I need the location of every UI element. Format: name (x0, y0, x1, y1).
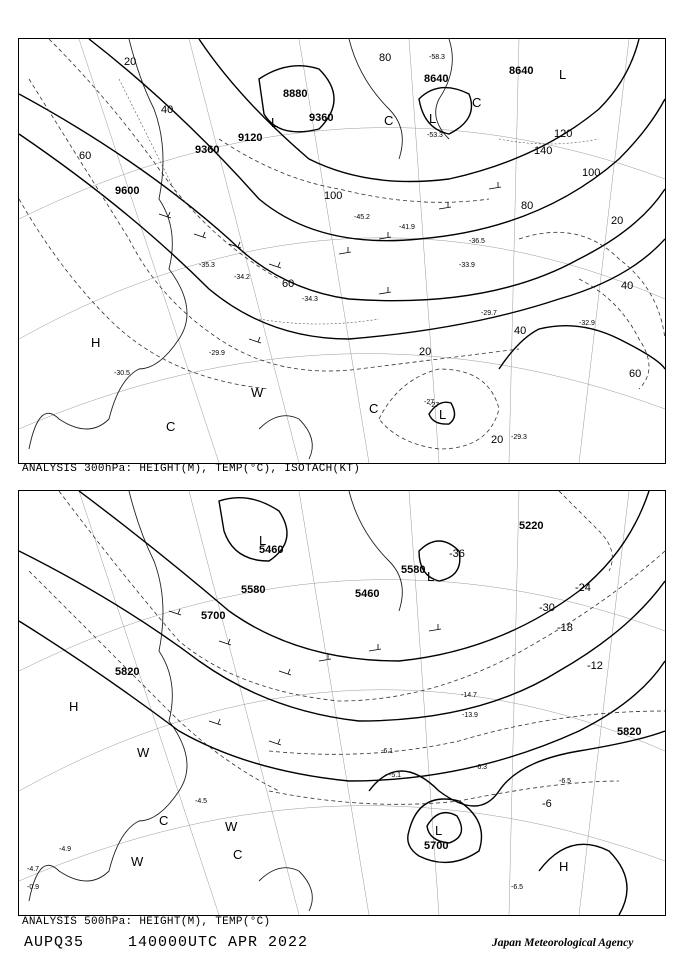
wind-barbs (169, 609, 441, 745)
height-label: 9360 (309, 112, 334, 124)
isotach-label: 120 (554, 128, 573, 140)
temperature-label: -14.7 (461, 692, 477, 699)
temperature-label: -5.1 (389, 772, 402, 779)
temperature-label: -32.9 (579, 320, 595, 327)
temperature-label: -24 (575, 582, 591, 594)
low-pressure-marker: L (427, 569, 435, 584)
temperature-label: -6 (542, 798, 552, 810)
isotach-label: 60 (629, 368, 642, 380)
high-pressure-marker: H (69, 699, 79, 714)
warm-marker: W (225, 819, 238, 834)
low-pressure-marker: L (271, 115, 279, 130)
temperature-label: -30.5 (114, 370, 130, 377)
height-label: 9600 (115, 185, 140, 197)
temperature-label: -0.9 (27, 884, 40, 891)
temperature-label: -36 (449, 548, 465, 560)
temperature-label: -4.9 (59, 846, 72, 853)
product-code: AUPQ35 (24, 934, 85, 951)
cold-marker: C (369, 401, 379, 416)
map-300hpa (18, 38, 666, 464)
warm-marker: W (137, 745, 150, 760)
isotach-label: 140 (534, 145, 553, 157)
temperature-label: -29.7 (481, 310, 497, 317)
isotach-label: 100 (324, 190, 343, 202)
isotach-label: 20 (611, 215, 624, 227)
isotach-label: 60 (79, 150, 92, 162)
temperature-label: -6.1 (381, 748, 394, 755)
isotach-label: 100 (582, 167, 601, 179)
isotach-label: 20 (419, 346, 432, 358)
graticule (19, 491, 665, 915)
temperature-label: -27 (424, 399, 435, 406)
warm-marker: W (251, 385, 264, 400)
height-contours (19, 491, 665, 915)
temperature-label: -18 (557, 622, 573, 634)
isotach-label: 20 (124, 56, 137, 68)
height-label: 8640 (424, 73, 449, 85)
height-label: 5460 (355, 588, 380, 600)
low-pressure-marker: L (559, 67, 567, 82)
low-pressure-marker: L (259, 533, 267, 548)
isotach-label: 80 (521, 200, 534, 212)
temperature-label: -33.9 (459, 262, 475, 269)
isotach-label: 20 (491, 434, 504, 446)
isotach-label: 80 (379, 52, 392, 64)
height-label: 5220 (519, 520, 544, 532)
height-label: 5460 (259, 544, 284, 556)
temperature-label: -12 (587, 660, 603, 672)
isotach-label: 40 (161, 104, 174, 116)
height-label: 5700 (201, 610, 226, 622)
temperature-contours (29, 491, 665, 804)
high-pressure-marker: H (559, 859, 569, 874)
temperature-label: -36.5 (469, 238, 485, 245)
warm-marker: W (131, 854, 144, 869)
cold-marker: C (472, 95, 482, 110)
cold-marker: C (233, 847, 243, 862)
low-pressure-marker: L (435, 823, 443, 838)
cold-marker: C (159, 813, 169, 828)
temperature-label: -6.3 (475, 764, 488, 771)
map-300hpa-canvas (19, 39, 665, 463)
height-label: 8880 (283, 88, 308, 100)
height-label: 5700 (424, 840, 449, 852)
cold-marker: C (166, 419, 176, 434)
height-label: 5580 (401, 564, 426, 576)
isotach-label: 40 (621, 280, 634, 292)
temperature-label: -29.9 (209, 350, 225, 357)
height-label: 8640 (509, 65, 534, 77)
temperature-label: -34.3 (302, 296, 318, 303)
temperature-label: -35.3 (199, 262, 215, 269)
height-label: 5580 (241, 584, 266, 596)
temperature-label: -6.5 (511, 884, 524, 891)
height-label: 9120 (238, 132, 263, 144)
agency-name: Japan Meteorological Agency (492, 937, 634, 949)
high-pressure-marker: H (91, 335, 101, 350)
height-label: 9360 (195, 144, 220, 156)
temperature-label: -34.2 (234, 274, 250, 281)
temperature-label: -58.3 (429, 54, 445, 61)
height-contours (19, 39, 665, 424)
cold-marker: C (384, 113, 394, 128)
upper-chart-caption: ANALYSIS 300hPa: HEIGHT(M), TEMP(°C), ISOTACH(KT) (22, 463, 361, 475)
valid-time: 140000UTC APR 2022 (128, 934, 309, 951)
isotach-label: 40 (514, 325, 527, 337)
graticule (19, 39, 665, 463)
lower-chart-caption: ANALYSIS 500hPa: HEIGHT(M), TEMP(°C) (22, 916, 271, 928)
map-500hpa (18, 490, 666, 916)
temperature-label: -29.3 (511, 434, 527, 441)
height-label: 5820 (617, 726, 642, 738)
isotach-contours (19, 39, 665, 449)
temperature-label: -45.2 (354, 214, 370, 221)
height-label: 5820 (115, 666, 140, 678)
map-500hpa-canvas (19, 491, 665, 915)
temperature-label: -4.5 (195, 798, 208, 805)
temperature-label: -30 (539, 602, 555, 614)
temperature-label: -41.9 (399, 224, 415, 231)
temperature-label: -13.9 (462, 712, 478, 719)
low-pressure-marker: L (439, 407, 447, 422)
temperature-label: -6.5 (559, 778, 572, 785)
isotach-label: 60 (282, 278, 295, 290)
temperature-label: -27 (429, 402, 440, 409)
temperature-label: -4.7 (27, 866, 40, 873)
low-pressure-marker: L (429, 111, 437, 126)
temperature-label: -53.3 (427, 132, 443, 139)
